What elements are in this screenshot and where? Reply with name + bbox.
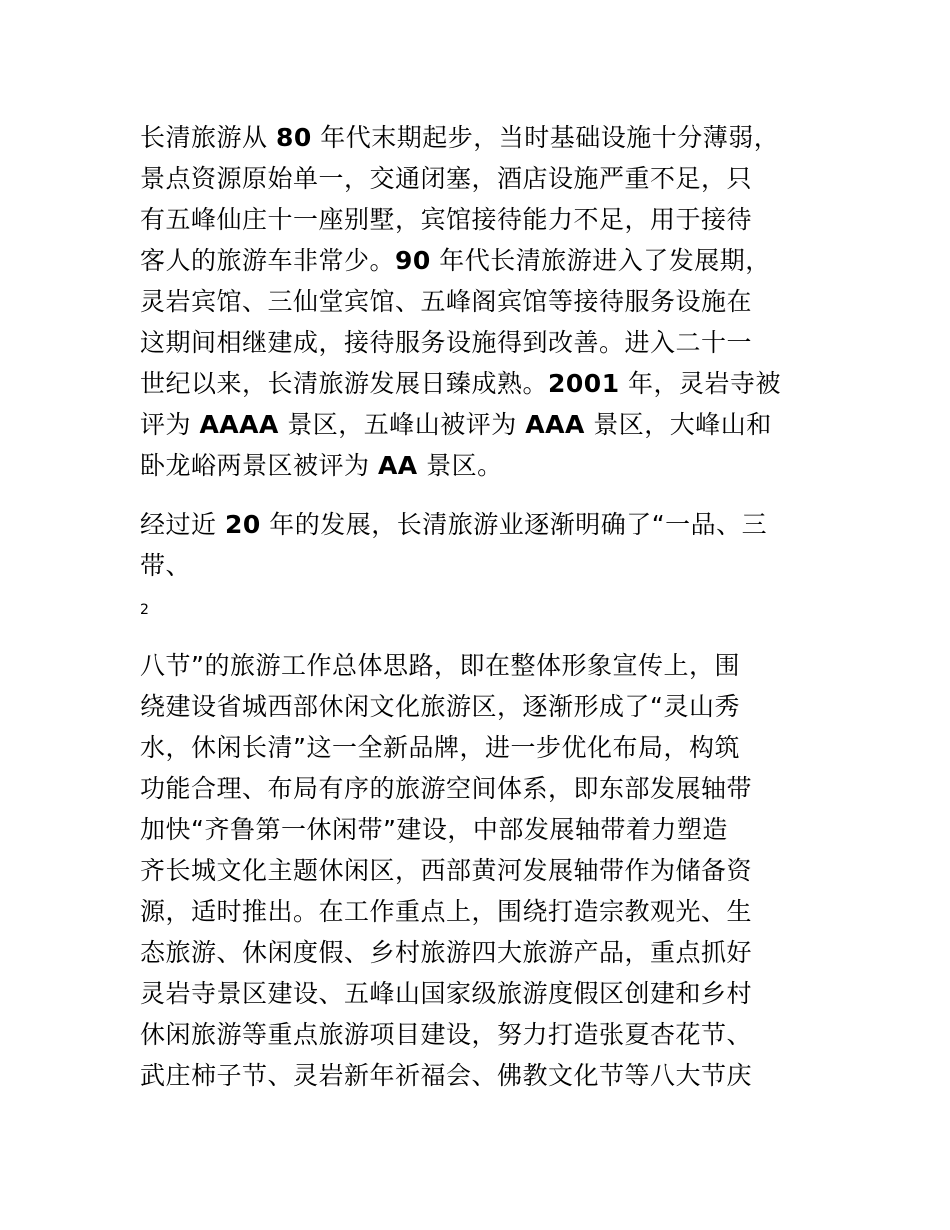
text-run: 这期间相继建成，接待服务设施得到改善。进入二十一 <box>140 328 753 357</box>
paragraph-1-line-2 <box>140 159 752 199</box>
paragraph-1-line-7 <box>140 364 781 404</box>
paragraph-1-line-5 <box>140 282 752 322</box>
paragraph-3-line-1: 八节”的旅游工作总体思路，即在整体形象宣传上，围 <box>140 651 740 680</box>
paragraph-1-line-4 <box>140 241 771 281</box>
paragraph-3-line-7: 源，适时推出。在工作重点上，围绕打造宗教观光、生 <box>140 897 753 926</box>
text-run: 长清旅游从 <box>140 123 276 152</box>
paragraph-3-line-8: 态旅游、休闲度假、乡村旅游四大旅游产品，重点抓好 <box>140 938 753 967</box>
text-run: 景区。 <box>417 451 503 480</box>
paragraph-1-line-3 <box>140 200 752 240</box>
paragraph-3-line-9: 灵岩寺景区建设、五峰山国家级旅游度假区创建和乡村 <box>140 979 753 1008</box>
bold-rating: AAAA <box>199 410 279 439</box>
text-run: 年代长清旅游进入了发展期， <box>430 246 771 275</box>
paragraph-3-line-5: 加快“齐鲁第一休闲带”建设，中部发展轴带着力塑造 <box>140 815 728 844</box>
bold-number: 80 <box>275 123 312 152</box>
paragraph-3-line-4: 功能合理、布局有序的旅游空间体系，即东部发展轴带 <box>140 774 753 803</box>
paragraph-3-line-10: 休闲旅游等重点旅游项目建设，努力打造张夏杏花节、 <box>140 1020 753 1049</box>
text-run: 景区，大峰山和 <box>584 410 772 439</box>
paragraph-3-line-3: 水，休闲长清”这一全新品牌，进一步优化布局，构筑 <box>140 733 740 762</box>
paragraph-2-line-1 <box>140 505 767 545</box>
text-run: 景点资源原始单一，交通闭塞，酒店设施严重不足，只 <box>140 164 753 193</box>
text-run: 经过近 <box>140 510 225 539</box>
text-run: 年代末期起步，当时基础设施十分薄弱， <box>311 123 780 152</box>
bold-number: 90 <box>395 246 431 275</box>
text-run: 客人的旅游车非常少。 <box>140 246 396 275</box>
paragraph-1-line-1 <box>140 118 779 158</box>
text-run: 年的发展，长清旅游业逐渐明确了“一品、三 <box>260 510 768 539</box>
text-run: 灵岩宾馆、三仙堂宾馆、五峰阁宾馆等接待服务设施在 <box>140 287 753 316</box>
bold-rating: AA <box>377 451 418 480</box>
paragraph-3-line-6: 齐长城文化主题休闲区，西部黄河发展轴带作为储备资 <box>140 856 753 885</box>
paragraph-1-line-9 <box>140 446 503 486</box>
bold-rating: AAA <box>525 410 585 439</box>
paragraph-1-line-6 <box>140 323 752 363</box>
paragraph-2-line-2 <box>140 546 191 586</box>
text-run: 评为 <box>140 410 200 439</box>
text-run: 年，灵岩寺被 <box>619 369 782 398</box>
text-run: 带、 <box>140 551 192 580</box>
text-run: 卧龙峪两景区被评为 <box>140 451 378 480</box>
page-number: 2 <box>140 602 149 618</box>
bold-number: 20 <box>224 510 261 539</box>
paragraph-3-line-11: 武庄柿子节、灵岩新年祈福会、佛教文化节等八大节庆 <box>140 1061 753 1090</box>
text-run: 有五峰仙庄十一座别墅，宾馆接待能力不足，用于接待 <box>140 205 753 234</box>
text-run: 景区，五峰山被评为 <box>278 410 526 439</box>
paragraph-3-line-2: 绕建设省城西部休闲文化旅游区，逐渐形成了“灵山秀 <box>140 692 740 721</box>
text-run: 世纪以来，长清旅游发展日臻成熟。 <box>140 369 549 398</box>
paragraph-1-line-8 <box>140 405 772 445</box>
bold-number: 2001 <box>548 369 620 398</box>
